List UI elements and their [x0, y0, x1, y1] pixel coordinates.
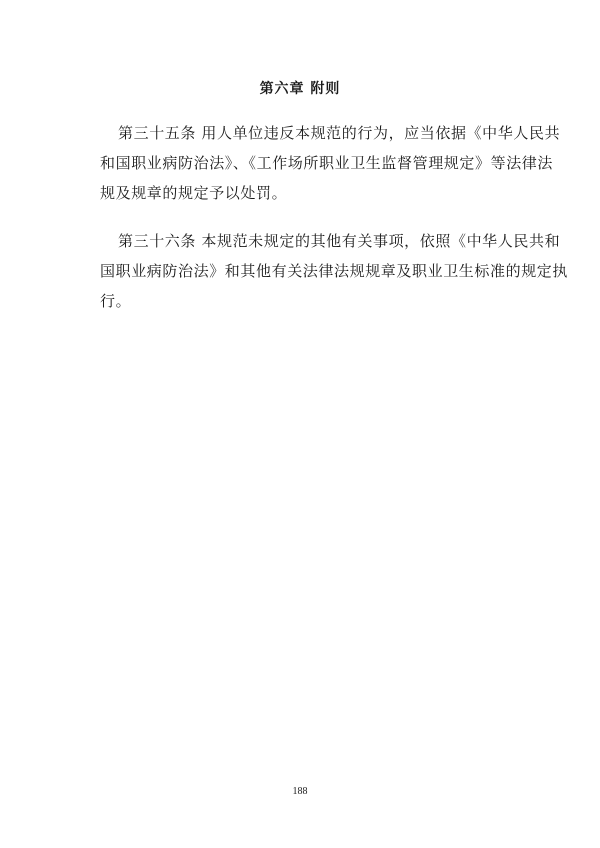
article-36-line-3: 行。: [100, 292, 132, 310]
article-35-line-2: 和国职业病防治法》、《工作场所职业卫生监督管理规定》等法律法: [100, 154, 554, 172]
article-35: [100, 118, 561, 208]
article-36-line-2: 国职业病防治法》和其他有关法律法规规章及职业卫生标准的规定执: [100, 262, 569, 280]
article-35-line-3: 规及规章的规定予以处罚。: [100, 184, 288, 202]
article-36: [100, 226, 569, 316]
page-number: 188: [292, 786, 308, 797]
chapter-title: 第六章 附则: [259, 81, 341, 97]
article-36-line-1: 第三十六条 本规范未规定的其他有关事项，依照《中华人民共和: [118, 232, 561, 250]
article-35-line-1: 第三十五条 用人单位违反本规范的行为，应当依据《中华人民共: [118, 124, 561, 142]
